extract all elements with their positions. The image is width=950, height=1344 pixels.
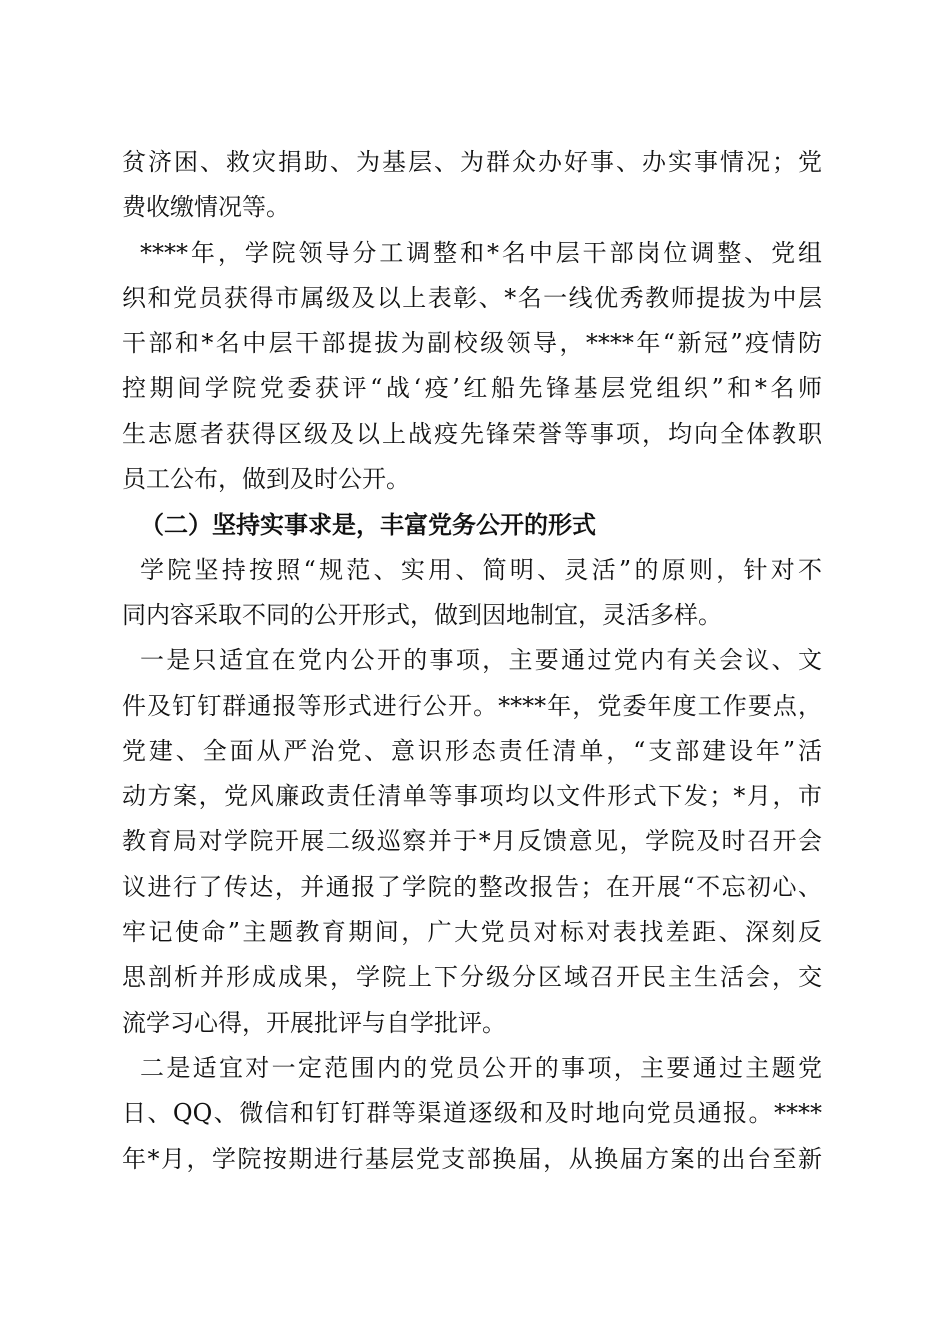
text-line: 学院坚持按照“规范、实用、简明、灵活”的原则，针对不 [140, 555, 822, 584]
text-line: 牢记使命”主题教育期间，广大党员对标对表找差距、深刻反 [122, 918, 822, 947]
text-line: 费收缴情况等。 [122, 193, 290, 222]
paragraph-principles [122, 548, 822, 639]
text-line: 一是只适宜在党内公开的事项，主要通过党内有关会议、文 [140, 646, 822, 675]
text-line: 贫济困、救灾捐助、为基层、为群众办好事、办实事情况；党 [122, 148, 822, 176]
document-body [122, 140, 822, 1182]
text-line: 党建、全面从严治党、意识形态责任清单，“支部建设年”活 [122, 736, 822, 765]
text-line: 件及钉钉群通报等形式进行公开。****年，党委年度工作要点， [122, 691, 822, 720]
text-line: 员工公布，做到及时公开。 [122, 465, 410, 494]
heading-line: （二）坚持实事求是，丰富党务公开的形式 [140, 510, 596, 540]
text-line: 动方案，党风廉政责任清单等事项均以文件形式下发；*月，市 [122, 782, 822, 811]
text-line: 议进行了传达，并通报了学院的整改报告；在开展“不忘初心、 [122, 872, 822, 901]
text-line: 日、QQ、微信和钉钉群等渠道逐级和及时地向党员通报。**** [122, 1099, 822, 1128]
section-heading [122, 502, 822, 547]
text-line: 流学习心得，开展批评与自学批评。 [122, 1008, 506, 1037]
text-line: ****年，学院领导分工调整和*名中层干部岗位调整、党组 [140, 238, 822, 267]
text-line: 织和党员获得市属级及以上表彰、*名一线优秀教师提拔为中层 [122, 283, 822, 312]
text-line: 同内容采取不同的公开形式，做到因地制宜，灵活多样。 [122, 600, 722, 629]
text-line: 年*月，学院按期进行基层党支部换届，从换届方案的出台至新 [122, 1144, 822, 1173]
paragraph-continued [122, 140, 822, 231]
text-line: 教育局对学院开展二级巡察并于*月反馈意见，学院及时召开会 [122, 827, 822, 856]
paragraph-item-one [122, 638, 822, 1046]
text-line: 干部和*名中层干部提拔为副校级领导，****年“新冠”疫情防 [122, 329, 822, 358]
text-line: 二是适宜对一定范围内的党员公开的事项，主要通过主题党 [140, 1053, 822, 1082]
paragraph-item-two [122, 1046, 822, 1182]
paragraph-commendations [122, 231, 822, 503]
text-line: 控期间学院党委获评“战‘疫’红船先锋基层党组织”和*名师 [122, 374, 822, 403]
text-line: 思剖析并形成成果，学院上下分级分区域召开民主生活会，交 [122, 963, 822, 992]
text-line: 生志愿者获得区级及以上战疫先锋荣誉等事项，均向全体教职 [122, 419, 822, 448]
